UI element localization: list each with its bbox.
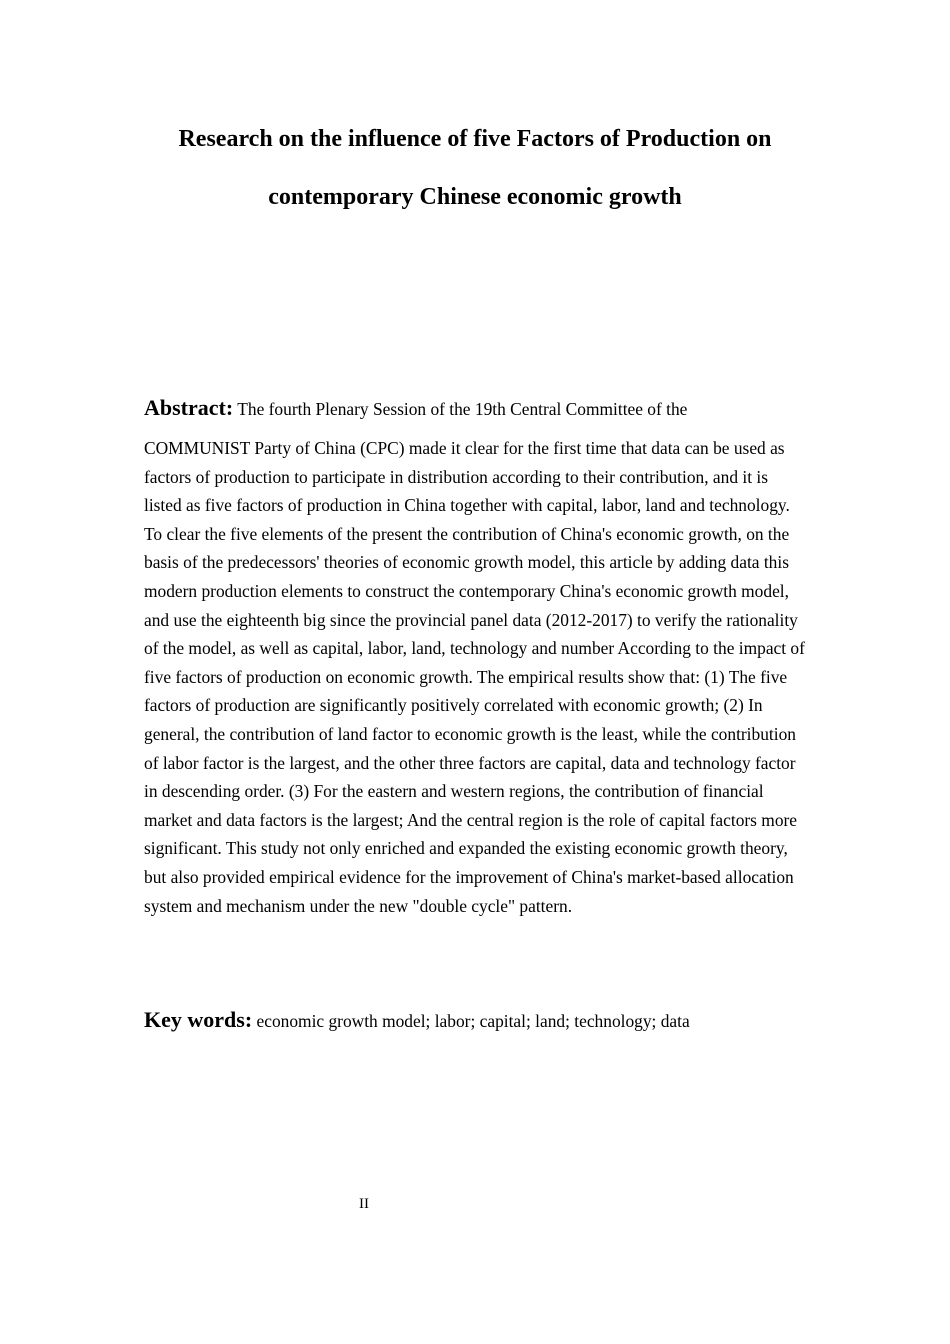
keywords-text: economic growth model; labor; capital; land; technology; data (256, 1011, 690, 1031)
abstract-body: COMMUNIST Party of China (CPC) made it clear for the first time that data can be used as factors of production to participate in distribution according to their contribution, and it is listed as five factors of production in China together with capital, labor, land and technology. To clear the five elements of the present the contribution of China's economic growth, on the basis of the predecessors' theories of economic growth model, this article by adding data this modern production elements to construct the contemporary China's economic growth model, and use the eighteenth big since the provincial panel data (2012-2017) to verify the rationality of the model, as well as capital, labor, land, technology and number According to the impact of five factors of production on economic growth. The empirical results show that: (1) The five factors of production are significantly positively correlated with economic growth; (2) In general, the contribution of land factor to economic growth is the least, while the contribution of labor factor is the largest, and the other three factors are capital, data and technology factor in descending order. (3) For the eastern and western regions, the contribution of financial market and data factors is the largest; And the central region is the role of capital factors more significant. This study not only enriched and expanded the existing economic growth theory, but also provided empirical evidence for the improvement of China's market-based allocation system and mechanism under the new "double cycle" pattern. (144, 438, 805, 916)
keywords-section (144, 1006, 808, 1035)
abstract-section (144, 394, 808, 920)
page-number: II (359, 1196, 369, 1212)
document-title-line-2: contemporary Chinese economic growth (268, 184, 682, 210)
abstract-first-line (144, 394, 808, 422)
document-title-line-1: Research on the influence of five Factors of Production on (178, 126, 772, 152)
keywords-label: Key words: (144, 1007, 253, 1032)
abstract-first-line-text: The fourth Plenary Session of the 19th Central Committee of the (237, 399, 688, 419)
abstract-label: Abstract: (144, 395, 234, 420)
